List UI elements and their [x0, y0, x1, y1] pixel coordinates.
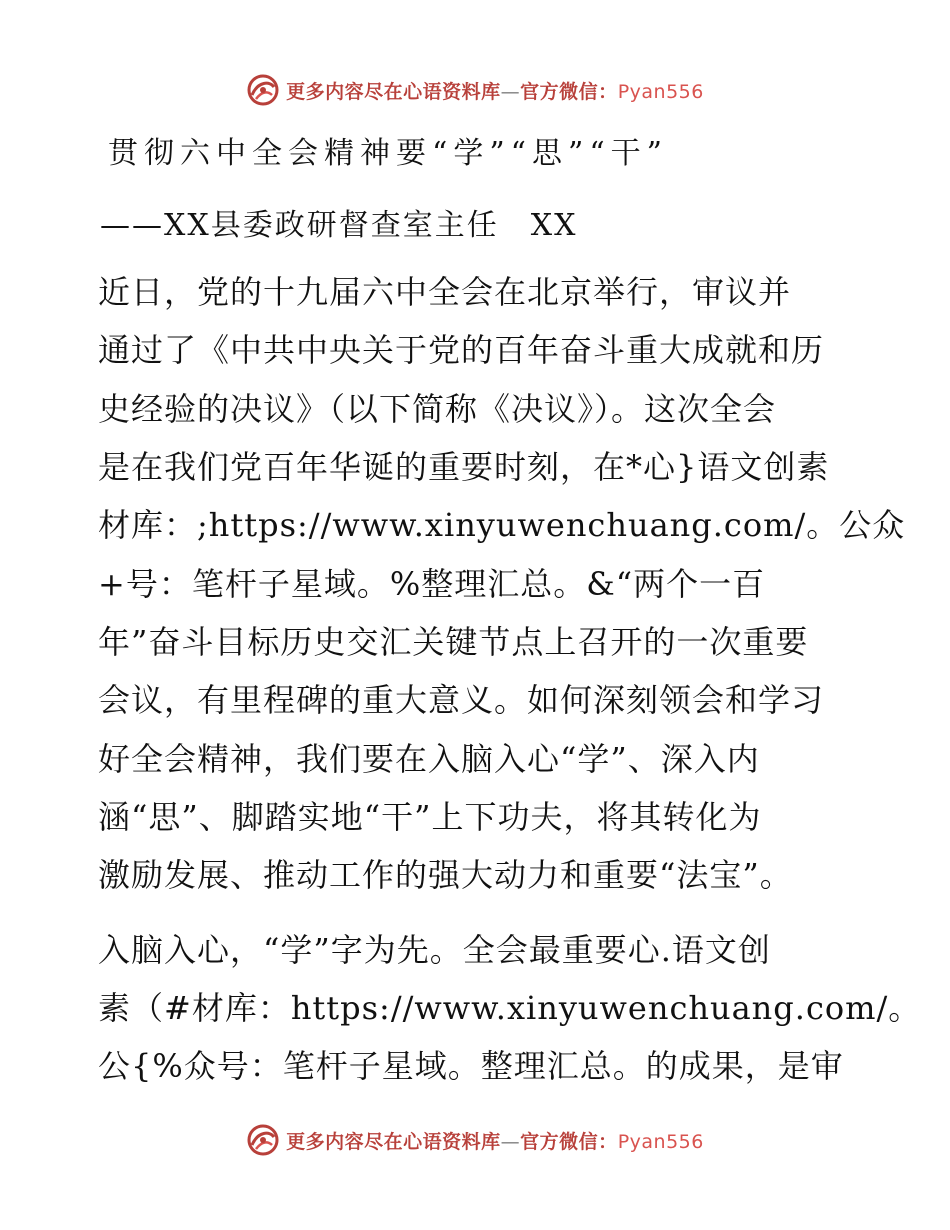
- body-line: 材库：;https://www.xinyuwenchuang.com/。公众: [98, 506, 906, 544]
- watermark-dash: —: [500, 80, 521, 103]
- body-line: 会议，有里程碑的重大意义。如何深刻领会和学习: [98, 681, 825, 719]
- body-line: 好全会精神，我们要在入脑入心“学”、深入内: [98, 740, 760, 778]
- body-line: 近日，党的十九届六中全会在北京举行，审议并: [98, 273, 792, 311]
- body-line: 入脑入心，“学”字为先。全会最重要心.语文创: [98, 931, 771, 969]
- watermark-text: [286, 1127, 704, 1154]
- watermark-official: 官方微信：: [520, 80, 618, 103]
- watermark-text: [286, 77, 704, 104]
- body-line: 年”奋斗目标历史交汇关键节点上召开的一次重要: [98, 623, 809, 661]
- document-subtitle: ——XX县委政研督查室主任 XX: [100, 208, 578, 243]
- body-line: 素（#材库：https://www.xinyuwenchuang.com/。: [98, 989, 922, 1027]
- body-line: 通过了《中共中央关于党的百年奋斗重大成就和历: [98, 331, 825, 369]
- watermark-dash: —: [500, 1130, 521, 1153]
- body-line: 公{%众号：笔杆子星域。整理汇总。的成果，是审: [98, 1047, 844, 1085]
- watermark-wechat-id: Pyan556: [617, 80, 704, 103]
- watermark-wechat-id: Pyan556: [617, 1130, 704, 1153]
- body-line: 是在我们党百年华诞的重要时刻，在*心}语文创素: [98, 448, 830, 486]
- body-line: 涵“思”、脚踏实地“干”上下功夫，将其转化为: [98, 798, 762, 836]
- body-line: +号：笔杆子星域。%整理汇总。&“两个一百: [98, 565, 766, 603]
- document-title: 贯彻六中全会精神要“学”“思”“干”: [108, 136, 669, 171]
- body-line: 史经验的决议》（以下简称《决议》）。这次全会: [98, 390, 777, 428]
- footer-watermark: [0, 1120, 950, 1160]
- watermark-official: 官方微信：: [520, 1130, 618, 1153]
- body-line: 激励发展、推动工作的强大动力和重要“法宝”。: [98, 856, 793, 894]
- watermark-brand: 更多内容尽在心语资料库: [286, 1130, 501, 1153]
- logo-icon: [246, 73, 280, 107]
- watermark-brand: 更多内容尽在心语资料库: [286, 80, 501, 103]
- logo-icon: [246, 1123, 280, 1157]
- header-watermark: [0, 70, 950, 110]
